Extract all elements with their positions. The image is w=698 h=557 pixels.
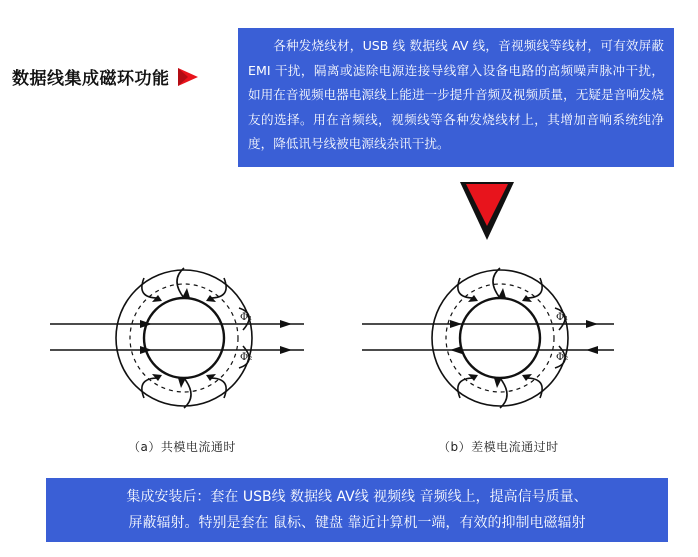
play-arrow-icon [176, 66, 202, 88]
caption-common-mode: （a）共模电流通时 [128, 440, 236, 454]
page-title: 数据线集成磁环功能 [12, 69, 170, 89]
caption-differential-mode: （b）差模电流通过时 [438, 440, 559, 454]
flux1-label: Φ₁ [240, 312, 253, 323]
flux1-label: Φ₁ [556, 312, 569, 323]
differential-mode-diagram [360, 258, 620, 418]
installation-note-line1: 集成安装后：套在 USB线 数据线 AV线 视频线 音频线上，提高信号质量、 [126, 489, 588, 505]
flux2-label: Φ₂ [556, 352, 569, 363]
installation-note-line2: 屏蔽辐射。特别是套在 鼠标、键盘 靠近计算机一端，有效的抑制电磁辐射 [128, 515, 586, 531]
common-mode-diagram [44, 258, 304, 418]
title-row [12, 64, 202, 89]
installation-note-box [46, 478, 668, 542]
flux2-label: Φ₂ [240, 352, 253, 363]
description-box: 各种发烧线材，USB 线 数据线 AV 线，音视频线等线材，可有效屏蔽 EMI 干扰，隔离或滤除电源连接导线窜入设备电路的高频噪声脉冲干扰，如用在音视频电器电源线上能进一步提升音频及视频质量，无疑是音响发烧友的选择。用在音频线，视频线等各种发烧线材上，其增加音响系统纯净度，降低讯号线被电源线杂讯干扰。 [238, 28, 674, 167]
down-arrow-icon [458, 180, 516, 242]
